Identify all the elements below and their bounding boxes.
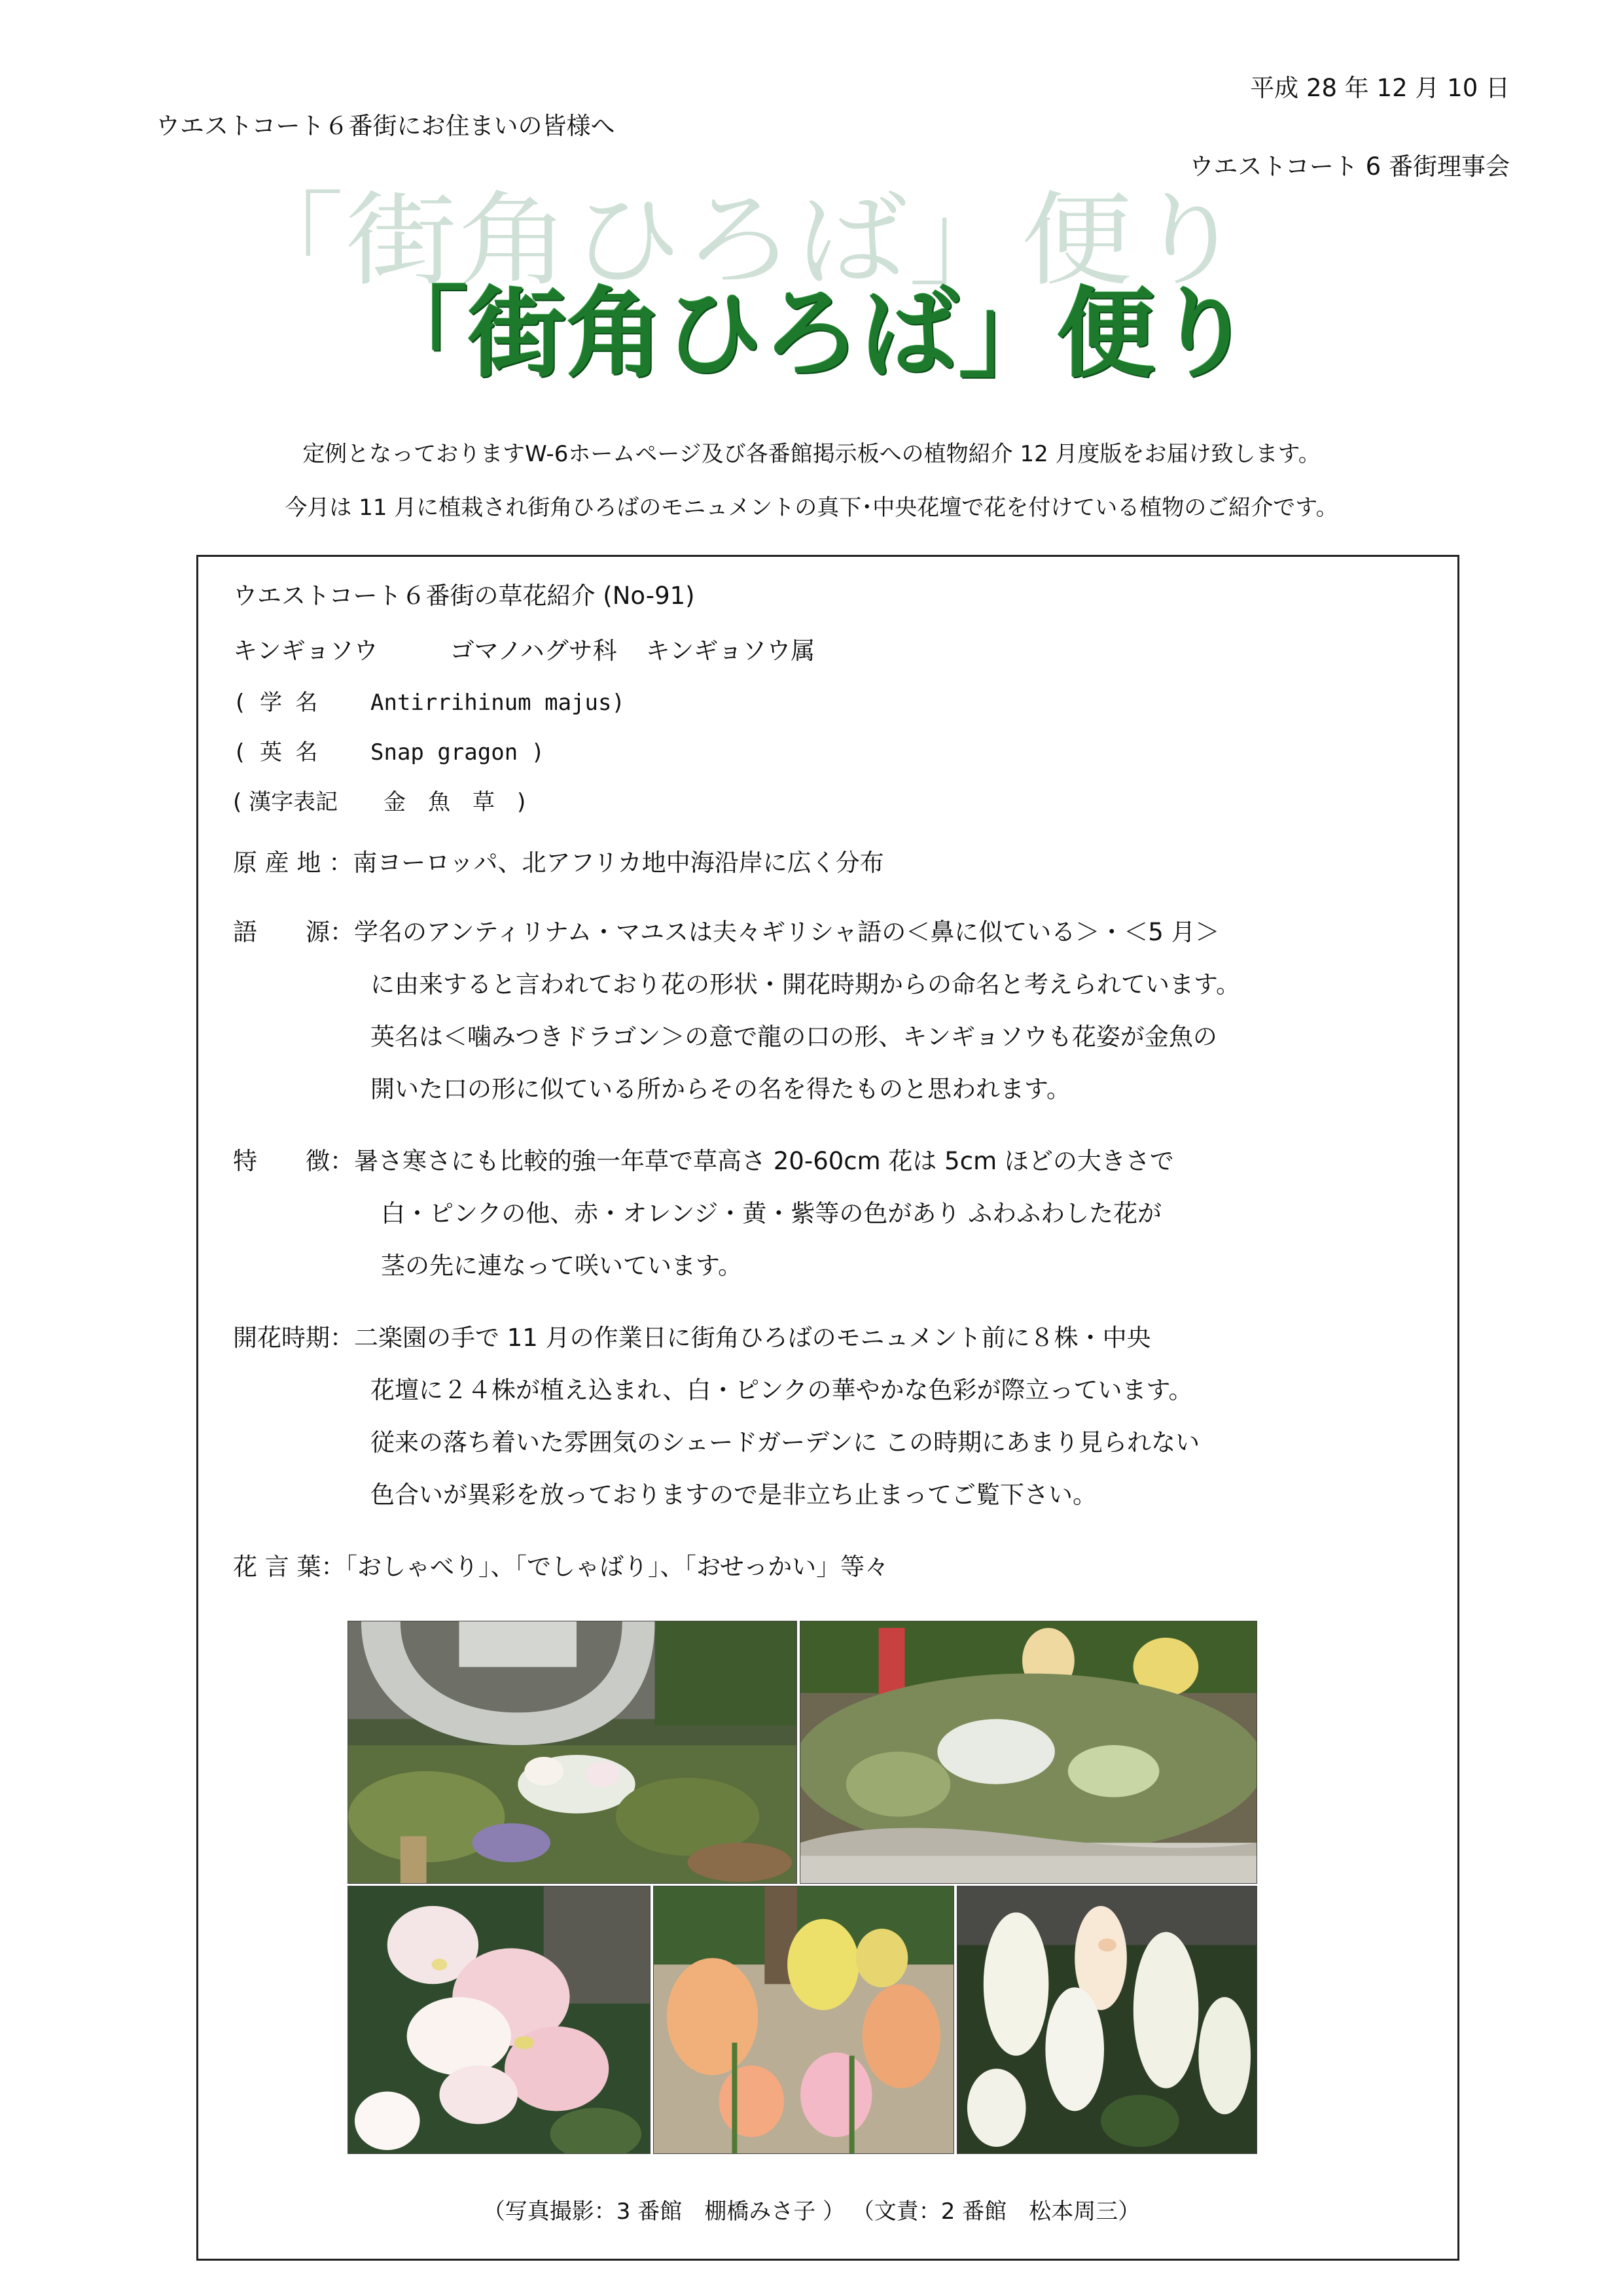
features-line: 茎の先に連なって咲いています。 xyxy=(381,1252,743,1280)
bloom-line: 花壇に２４株が植え込まれ、白・ピンクの華やかな色彩が際立っています。 xyxy=(370,1376,1193,1404)
plant-family: ゴマノハグサ科 xyxy=(450,637,617,665)
photo-pink-white-flowers xyxy=(348,1886,651,2154)
kanji-label: ( 漢字表記 xyxy=(233,789,338,815)
etymology-line: 英名は＜噛みつきドラゴン＞の意で龍の口の形、キンギョソウも花姿が金魚の xyxy=(370,1023,1217,1051)
english-name: Snap gragon ) xyxy=(370,739,545,766)
page-title: 「街角ひろば」便り xyxy=(369,276,1253,391)
bloom-line xyxy=(233,1323,1151,1353)
features-line xyxy=(233,1146,1174,1176)
flower-language-label: 花 言 葉： xyxy=(233,1553,346,1581)
bloom-line: 従来の落ち着いた雰囲気のシェードガーデンに この時期にあまり見られない xyxy=(370,1428,1200,1457)
scientific-label: ( 学 名 xyxy=(233,690,318,716)
english-label: ( 英 名 xyxy=(233,739,318,766)
intro-line-2: 今月は 11 月に植栽され街角ひろばのモニュメントの真下･中央花壇で花を付けている植物のご紹介です。 xyxy=(285,495,1338,521)
bloom-line: 色合いが異彩を放っておりますので是非立ち止まってご覧下さい。 xyxy=(370,1481,1097,1509)
flower-language-value: 「おしゃべり」、「でしゃばり」、「おせっかい」等々 xyxy=(345,1553,889,1581)
bloom-text: 二楽園の手で 11 月の作業日に街角ひろばのモニュメント前に８株・中央 xyxy=(354,1324,1151,1352)
title-shadow: 「街角ひろば」便り xyxy=(232,181,1246,301)
sender-line: ウエストコート 6 番街理事会 xyxy=(1189,152,1510,181)
photo-central-bed xyxy=(800,1621,1257,1884)
etymology-line xyxy=(233,917,1220,947)
origin-line xyxy=(233,848,884,878)
scientific-name-line xyxy=(233,688,625,717)
kanji-name: 金 魚 草 ) xyxy=(383,789,526,815)
recipient-line: ウエストコート６番街にお住まいの皆様へ xyxy=(156,112,615,140)
plant-name-line xyxy=(233,636,815,666)
section-title: ウエストコート６番街の草花紹介 (No-91) xyxy=(233,582,695,610)
photo-orange-yellow-flowers xyxy=(653,1886,954,2154)
etymology-label: 語 源： xyxy=(233,918,354,946)
date: 平成 28 年 12 月 10 日 xyxy=(1250,74,1510,102)
kanji-name-line xyxy=(233,788,526,817)
origin-label: 原 産 地 ： xyxy=(233,849,353,877)
plant-genus: キンギョソウ属 xyxy=(645,637,815,665)
features-text: 暑さ寒さにも比較的強一年草で草高さ 20-60cm 花は 5cm ほどの大きさで xyxy=(354,1147,1174,1175)
features-line: 白・ピンクの他、赤・オレンジ・黄・紫等の色があり ふわふわした花が xyxy=(381,1199,1162,1227)
flower-language-line xyxy=(233,1552,889,1582)
origin-value: 南ヨーロッパ、北アフリカ地中海沿岸に広く分布 xyxy=(353,849,884,877)
intro-line-1: 定例となっておりますW-6ホームページ及び各番館掲示板への植物紹介 12 月度版をお届け致します。 xyxy=(302,441,1321,467)
photo-credit: （写真撮影：3 番館 棚橋みさ子 ） （文責：2 番館 松本周三） xyxy=(482,2199,1141,2225)
etymology-text: 学名のアンティリナム・マユスは夫々ギリシャ語の＜鼻に似ている＞・＜5 月＞ xyxy=(354,918,1220,946)
photo-monument-bed xyxy=(348,1621,797,1884)
bloom-label: 開花時期： xyxy=(233,1324,354,1352)
etymology-line: 開いた口の形に似ている所からその名を得たものと思われます。 xyxy=(370,1075,1071,1103)
english-name-line xyxy=(233,738,544,767)
plant-name: キンギョソウ xyxy=(233,637,378,665)
photo-white-flowers xyxy=(957,1886,1257,2154)
scientific-name: Antirrihinum majus) xyxy=(370,690,625,716)
features-label: 特 徴： xyxy=(233,1147,354,1175)
etymology-line: に由来すると言われており花の形状・開花時期からの命名と考えられています。 xyxy=(370,970,1241,998)
